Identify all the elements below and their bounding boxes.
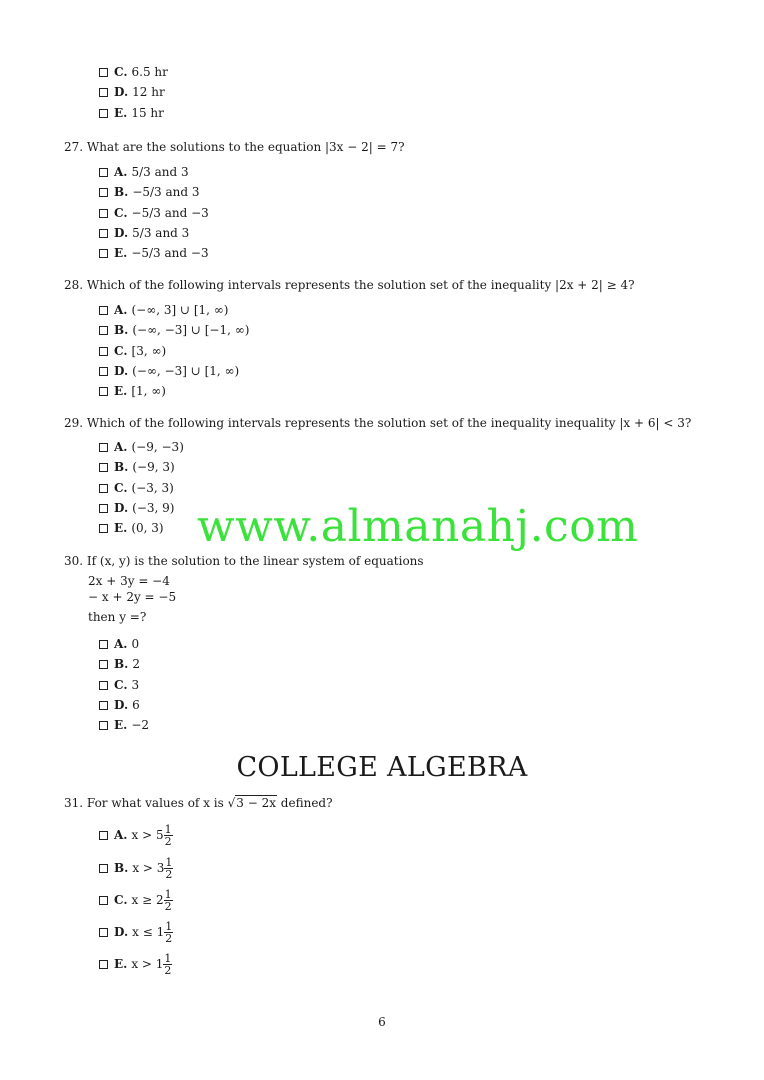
checkbox[interactable]: [99, 387, 108, 396]
checkbox[interactable]: [99, 68, 108, 77]
checkbox[interactable]: [99, 109, 108, 118]
checkbox[interactable]: [99, 209, 108, 218]
question-30: 30. If (x, y) is the solution to the linear system of equations: [64, 554, 424, 568]
option-30-b[interactable]: B. 2: [99, 657, 140, 671]
checkbox[interactable]: [99, 864, 108, 873]
option-29-e[interactable]: E. (0, 3): [99, 521, 164, 535]
option-29-a[interactable]: A. (−9, −3): [99, 440, 184, 454]
checkbox[interactable]: [99, 168, 108, 177]
checkbox[interactable]: [99, 306, 108, 315]
fraction: $\frac{1}{2}$: [164, 823, 172, 848]
checkbox[interactable]: [99, 188, 108, 197]
option-30-c[interactable]: C. 3: [99, 678, 139, 692]
sqrt-symbol: √: [227, 796, 236, 810]
option-28-e[interactable]: E. [1, ∞): [99, 384, 166, 398]
checkbox[interactable]: [99, 524, 108, 533]
checkbox[interactable]: [99, 229, 108, 238]
equation-2: − x + 2y = −5: [88, 590, 177, 604]
checkbox[interactable]: [99, 831, 108, 840]
checkbox[interactable]: [99, 681, 108, 690]
checkbox[interactable]: [99, 928, 108, 937]
watermark: www.almanahj.com: [197, 501, 639, 552]
checkbox[interactable]: [99, 896, 108, 905]
checkbox[interactable]: [99, 484, 108, 493]
option-30-a[interactable]: A. 0: [99, 637, 139, 651]
option-29-c[interactable]: C. (−3, 3): [99, 481, 174, 495]
checkbox[interactable]: [99, 504, 108, 513]
fraction: $\frac{1}{2}$: [164, 888, 172, 913]
equation-1: 2x + 3y = −4: [88, 574, 170, 588]
fraction: $\frac{1}{2}$: [165, 856, 173, 881]
checkbox[interactable]: [99, 721, 108, 730]
fraction: $\frac{1}{2}$: [165, 920, 173, 945]
checkbox[interactable]: [99, 367, 108, 376]
option-27-d[interactable]: D. 5/3 and 3: [99, 226, 189, 240]
option-26-e[interactable]: E. 15 hr: [99, 106, 164, 120]
page-number: 6: [378, 1015, 386, 1029]
question-28: 28. Which of the following intervals represents the solution set of the inequality |2x + 2| ≥ 4?: [64, 278, 635, 292]
checkbox[interactable]: [99, 701, 108, 710]
option-26-c[interactable]: C. 6.5 hr: [99, 65, 168, 79]
option-29-b[interactable]: B. (−9, 3): [99, 460, 175, 474]
option-27-b[interactable]: B. −5/3 and 3: [99, 185, 200, 199]
checkbox[interactable]: [99, 660, 108, 669]
option-27-e[interactable]: E. −5/3 and −3: [99, 246, 209, 260]
option-31-a[interactable]: A. x > 5 $\frac{1}{2}$: [99, 824, 173, 847]
checkbox[interactable]: [99, 249, 108, 258]
option-31-e[interactable]: E. x > 1 $\frac{1}{2}$: [99, 953, 172, 976]
option-31-b[interactable]: B. x > 3 $\frac{1}{2}$: [99, 857, 173, 880]
section-heading: COLLEGE ALGEBRA: [236, 752, 528, 783]
option-29-d[interactable]: D. (−3, 9): [99, 501, 174, 515]
option-26-d[interactable]: D. 12 hr: [99, 85, 165, 99]
question-30-prompt: then y =?: [88, 610, 147, 624]
option-31-c[interactable]: C. x ≥ 2 $\frac{1}{2}$: [99, 889, 173, 912]
checkbox[interactable]: [99, 640, 108, 649]
checkbox[interactable]: [99, 326, 108, 335]
checkbox[interactable]: [99, 463, 108, 472]
question-29: 29. Which of the following intervals represents the solution set of the inequality inequality |x + 6| < 3?: [64, 416, 692, 430]
option-30-e[interactable]: E. −2: [99, 718, 149, 732]
checkbox[interactable]: [99, 88, 108, 97]
option-28-c[interactable]: C. [3, ∞): [99, 344, 166, 358]
fraction: $\frac{1}{2}$: [164, 952, 172, 977]
option-31-d[interactable]: D. x ≤ 1 $\frac{1}{2}$: [99, 921, 173, 944]
option-27-c[interactable]: C. −5/3 and −3: [99, 206, 209, 220]
option-27-a[interactable]: A. 5/3 and 3: [99, 165, 189, 179]
checkbox[interactable]: [99, 347, 108, 356]
option-30-d[interactable]: D. 6: [99, 698, 140, 712]
question-27: 27. What are the solutions to the equation |3x − 2| = 7?: [64, 140, 405, 154]
checkbox[interactable]: [99, 443, 108, 452]
option-28-a[interactable]: A. (−∞, 3] ∪ [1, ∞): [99, 303, 228, 317]
option-28-d[interactable]: D. (−∞, −3] ∪ [1, ∞): [99, 364, 239, 378]
option-28-b[interactable]: B. (−∞, −3] ∪ [−1, ∞): [99, 323, 249, 337]
question-31: 31. For what values of x is √3 − 2x defined?: [64, 796, 333, 810]
checkbox[interactable]: [99, 960, 108, 969]
